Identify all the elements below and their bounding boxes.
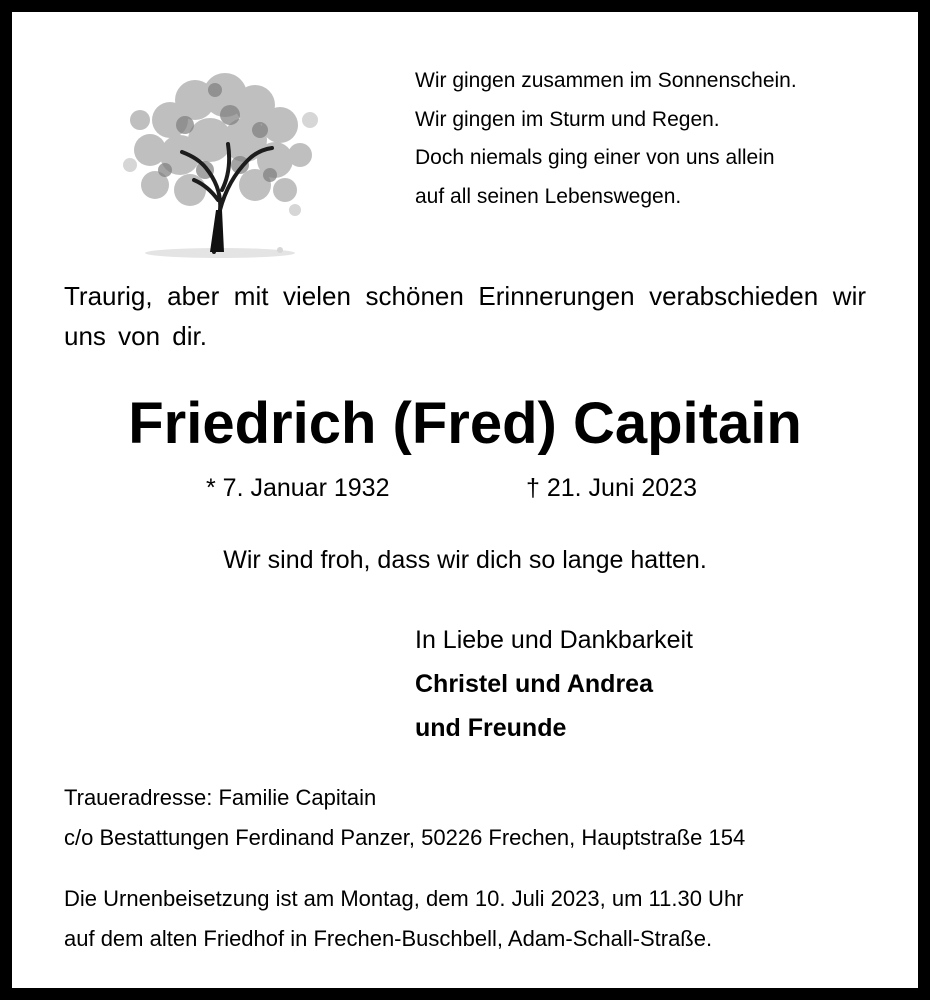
obituary-notice (12, 12, 918, 988)
poem-line: Doch niemals ging einer von uns allein (415, 146, 775, 169)
burial-line: auf dem alten Friedhof in Frechen-Buschbell, Adam-Schall-Straße. (64, 926, 713, 951)
mourning-address (64, 778, 745, 858)
birth-date: * 7. Januar 1932 (206, 474, 390, 502)
deceased-name: Friedrich (Fred) Capitain (128, 391, 802, 456)
poem-line: Wir gingen im Sturm und Regen. (415, 107, 720, 131)
signature-block (415, 618, 693, 750)
poem-line: Wir gingen zusammen im Sonnenschein. (415, 69, 797, 92)
mourner-names: und Freunde (415, 714, 567, 742)
address-line: c/o Bestattungen Ferdinand Panzer, 50226 Frechen, Hauptstraße 154 (64, 825, 746, 850)
signature-line: In Liebe und Dankbarkeit (415, 626, 693, 654)
tree-icon (110, 60, 330, 260)
memorial-quote: Wir sind froh, dass wir dich so lange hatten. (223, 546, 707, 574)
intro-text: Traurig, aber mit vielen schönen Erinnerungen verabschieden wir uns von dir. (64, 281, 866, 351)
poem (415, 62, 797, 216)
burial-line: Die Urnenbeisetzung ist am Montag, dem 10. Juli 2023, um 11.30 Uhr (64, 886, 744, 911)
poem-line: auf all seinen Lebenswegen. (415, 184, 682, 208)
address-line: Traueradresse: Familie Capitain (64, 785, 377, 810)
mourner-names: Christel und Andrea (415, 670, 653, 698)
death-date: † 21. Juni 2023 (526, 474, 697, 502)
burial-info (64, 879, 744, 959)
